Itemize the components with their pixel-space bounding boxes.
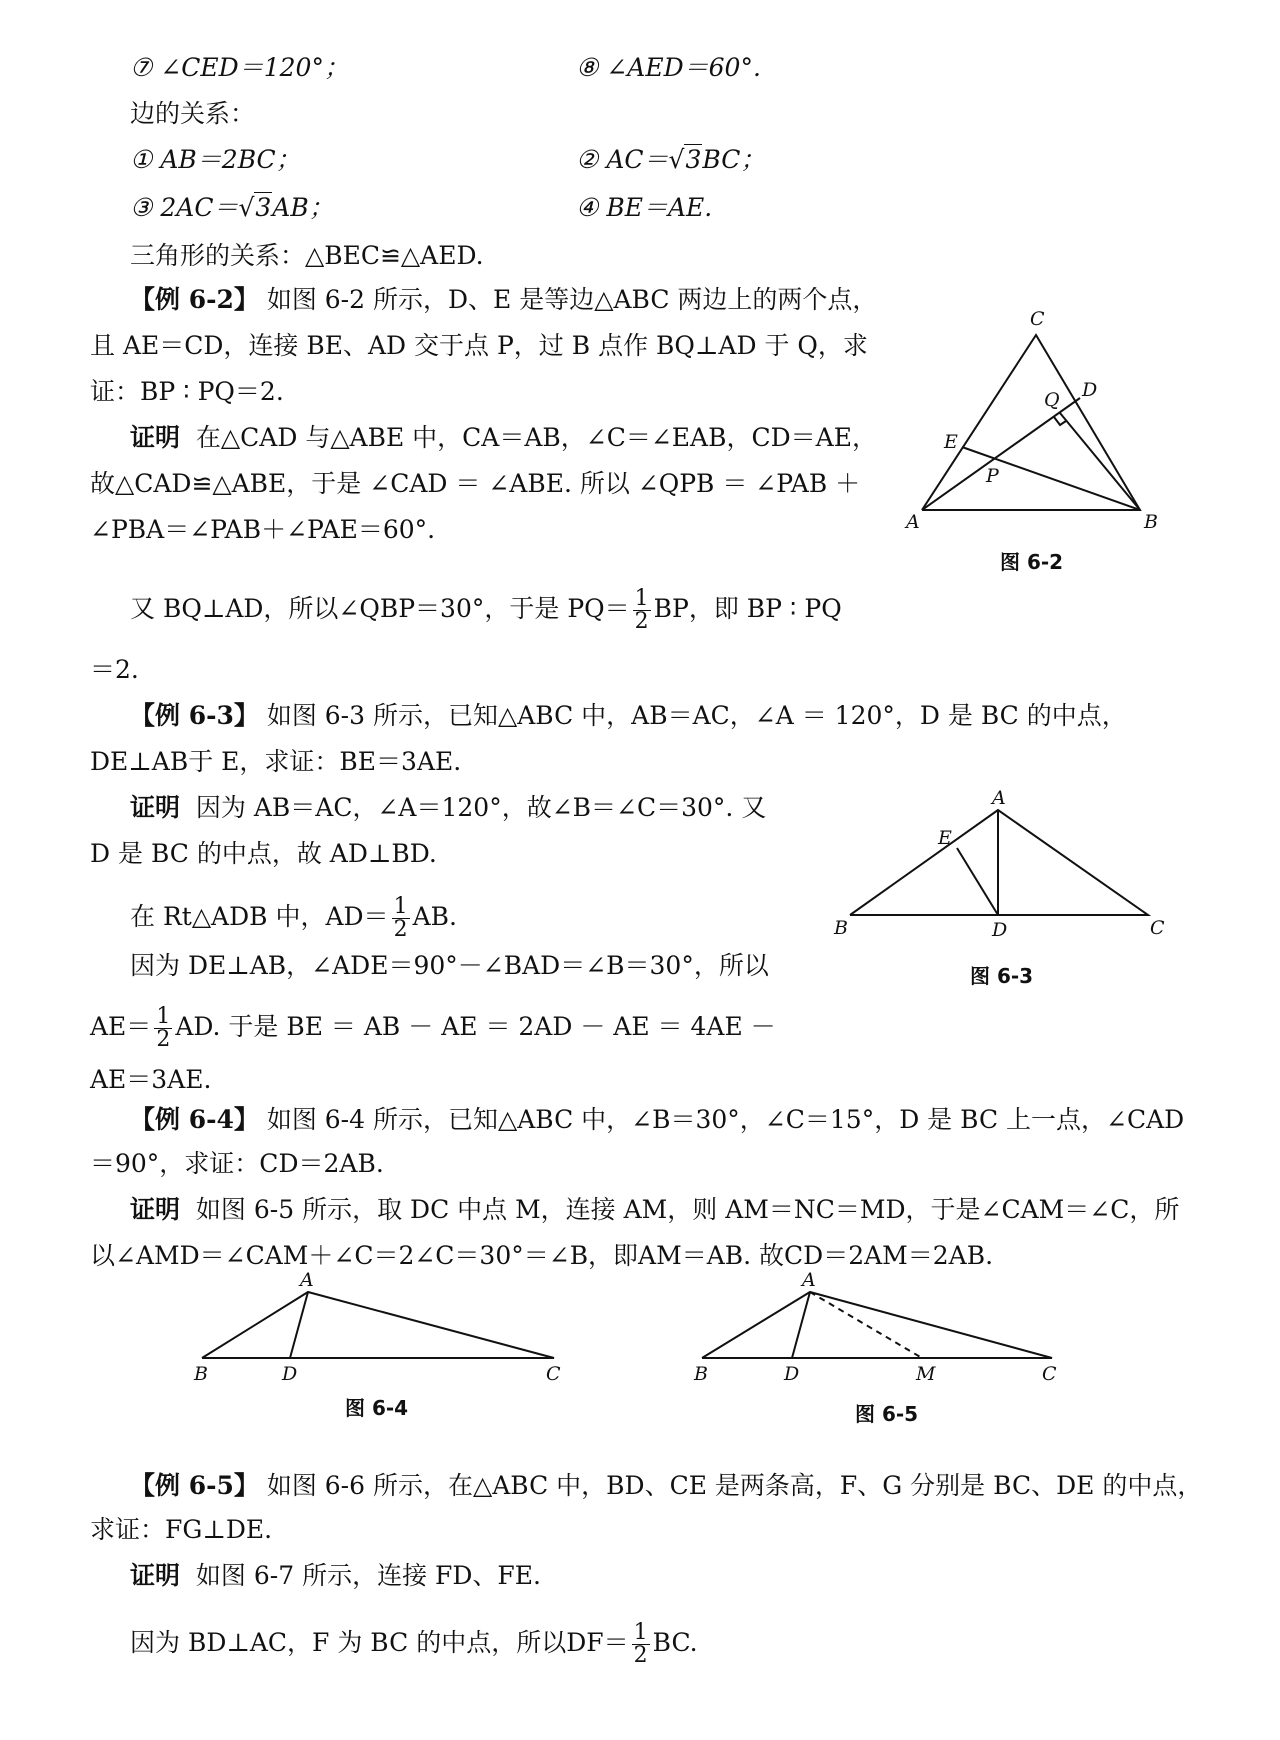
example-6-4-line1 <box>130 1104 1184 1136</box>
figure-caption: 图 6-2 <box>1000 550 1064 574</box>
label-d: D <box>784 1363 800 1385</box>
example-tag: 【例 6-2】 <box>130 285 259 314</box>
fraction <box>392 896 410 941</box>
proof-text: 又 BQ⊥AD，所以∠QBP＝30°，于是 PQ＝ <box>130 594 630 623</box>
side-item-3: ③ 2AC＝√3AB； <box>130 193 334 222</box>
side-item-4: ④ BE＝AE. <box>576 193 713 222</box>
example-tag: 【例 6-5】 <box>130 1471 259 1500</box>
triangle-relation: 三角形的关系：△BEC≌△AED. <box>130 241 484 270</box>
fraction-denominator: 2 <box>393 917 408 942</box>
label-m: M <box>916 1363 936 1385</box>
proof-label: 证明 <box>130 793 181 822</box>
segment-de <box>957 848 998 915</box>
triangle-abc <box>922 335 1140 510</box>
label-a: A <box>992 787 1006 809</box>
proof-6-2-line4 <box>130 588 842 633</box>
proof-6-5-line1 <box>130 1560 541 1592</box>
proof-text: AE＝ <box>90 1012 152 1041</box>
figure-6-4 <box>190 1270 570 1390</box>
example-tag: 【例 6-3】 <box>130 701 259 730</box>
fraction-numerator: 1 <box>634 586 649 611</box>
figure-caption: 图 6-5 <box>855 1402 919 1426</box>
proof-6-2-line3: ∠PBA＝∠PAB＋∠PAE＝60°. <box>90 515 436 544</box>
fraction <box>632 1622 650 1667</box>
side-item-2-rhs: BC； <box>702 145 766 174</box>
label-e: E <box>938 827 952 849</box>
proof-label: 证明 <box>130 1195 181 1224</box>
example-6-5-line1 <box>130 1470 1202 1502</box>
fraction-numerator: 1 <box>393 894 408 919</box>
label-b: B <box>834 917 848 939</box>
side-item-2: ② AC＝√3BC； <box>576 145 766 174</box>
fraction-numerator: 1 <box>633 1620 648 1645</box>
figure-caption: 图 6-4 <box>345 1396 409 1420</box>
label-c: C <box>1030 308 1045 330</box>
proof-6-5-line2 <box>130 1622 698 1667</box>
proof-text: 如图 6-7 所示，连接 FD、FE. <box>195 1561 541 1590</box>
angle-item-7: ⑦ ∠CED＝120°； <box>130 53 349 82</box>
example-text: 如图 6-2 所示，D、E 是等边△ABC 两边上的两个点， <box>266 285 878 314</box>
proof-label: 证明 <box>130 423 181 452</box>
example-6-3-line1 <box>130 700 1127 732</box>
example-tag: 【例 6-4】 <box>130 1105 259 1134</box>
label-d: D <box>1082 379 1098 401</box>
label-b: B <box>1144 511 1158 533</box>
proof-6-4-line1 <box>130 1194 1179 1226</box>
label-d: D <box>282 1363 298 1385</box>
proof-6-2-line5: ＝2. <box>90 655 139 684</box>
side-item-3-lhs: ③ 2AC＝ <box>130 193 239 222</box>
proof-text: BP，即 BP ∶ PQ <box>653 594 842 623</box>
fraction <box>633 588 651 633</box>
example-6-3-line2: DE⊥AB于 E，求证：BE＝3AE. <box>90 747 462 776</box>
proof-6-3-line1 <box>130 792 766 824</box>
segment-ad <box>922 398 1080 510</box>
proof-text: BC. <box>652 1628 698 1657</box>
proof-6-3-line6: AE＝3AE. <box>90 1065 212 1094</box>
proof-text: AB. <box>412 902 457 931</box>
label-p: P <box>986 465 999 487</box>
proof-6-4-line2: 以∠AMD＝∠CAM＋∠C＝2∠C＝30°＝∠B，即AM＝AB. 故CD＝2AM＝2AB. <box>90 1241 994 1270</box>
segment-am-dashed <box>810 1292 922 1358</box>
sqrt-radicand: 3 <box>685 145 702 174</box>
label-c: C <box>1042 1363 1057 1385</box>
fraction-denominator: 2 <box>634 609 649 634</box>
triangle-abc <box>202 1292 554 1358</box>
fraction-numerator: 1 <box>156 1004 171 1029</box>
example-6-2-line1 <box>130 284 877 316</box>
fraction-denominator: 2 <box>156 1027 171 1052</box>
fraction-denominator: 2 <box>633 1643 648 1668</box>
label-a: A <box>802 1269 816 1291</box>
example-6-4-line2: ＝90°，求证：CD＝2AB. <box>90 1149 384 1178</box>
proof-text: AD. 于是 BE ＝ AB － AE ＝ 2AD － AE ＝ 4AE － <box>175 1012 776 1041</box>
triangle-abc <box>702 1292 1052 1358</box>
side-item-2-lhs: ② AC＝ <box>576 145 669 174</box>
figure-caption: 图 6-3 <box>970 964 1034 988</box>
proof-text: 因为 BD⊥AC，F 为 BC 的中点，所以DF＝ <box>130 1628 629 1657</box>
figure-6-2 <box>900 308 1170 533</box>
sides-heading: 边的关系： <box>130 99 256 128</box>
example-6-2-line3: 证：BP ∶ PQ＝2. <box>90 377 284 406</box>
figure-6-3 <box>830 787 1165 941</box>
side-item-3-rhs: AB； <box>272 193 334 222</box>
side-item-1: ① AB＝2BC； <box>130 145 301 174</box>
label-e: E <box>944 431 958 453</box>
proof-6-2-line1 <box>130 422 877 454</box>
proof-6-3-line2: D 是 BC 的中点，故 AD⊥BD. <box>90 839 437 868</box>
example-text: 如图 6-4 所示，已知△ABC 中，∠B＝30°，∠C＝15°，D 是 BC 上一点，∠CAD <box>266 1105 1185 1134</box>
label-a: A <box>906 511 920 533</box>
proof-text: 在 Rt△ADB 中，AD＝ <box>130 902 389 931</box>
proof-label: 证明 <box>130 1561 181 1590</box>
proof-6-3-line3 <box>130 896 457 941</box>
label-c: C <box>1150 917 1165 939</box>
proof-6-3-line5 <box>90 1006 776 1051</box>
example-text: 如图 6-3 所示，已知△ABC 中，AB＝AC，∠A ＝ 120°，D 是 BC 的中点， <box>266 701 1127 730</box>
proof-text: 如图 6-5 所示，取 DC 中点 M，连接 AM，则 AM＝NC＝MD，于是∠CAM＝∠C，所 <box>195 1195 1180 1224</box>
label-b: B <box>194 1363 208 1385</box>
example-6-5-line2: 求证：FG⊥DE. <box>90 1515 273 1544</box>
proof-text: 因为 AB＝AC，∠A＝120°，故∠B＝∠C＝30°. 又 <box>195 793 767 822</box>
label-d: D <box>992 919 1008 941</box>
label-a: A <box>300 1269 314 1291</box>
angle-item-8: ⑧ ∠AED＝60°. <box>576 53 761 82</box>
example-text: 如图 6-6 所示，在△ABC 中，BD、CE 是两条高，F、G 分别是 BC、DE 的中点， <box>266 1471 1203 1500</box>
proof-6-2-line2: 故△CAD≌△ABE，于是 ∠CAD ＝ ∠ABE. 所以 ∠QPB ＝ ∠PAB ＋ <box>90 469 861 498</box>
example-6-2-line2: 且 AE＝CD，连接 BE、AD 交于点 P，过 B 点作 BQ⊥AD 于 Q，求 <box>90 331 868 360</box>
fraction <box>154 1006 172 1051</box>
label-q: Q <box>1044 389 1060 411</box>
label-c: C <box>546 1363 561 1385</box>
proof-6-3-line4: 因为 DE⊥AB，∠ADE＝90°－∠BAD＝∠B＝30°，所以 <box>130 951 769 980</box>
proof-text: 在△CAD 与△ABE 中，CA＝AB，∠C＝∠EAB，CD＝AE， <box>195 423 877 452</box>
sqrt-radicand: 3 <box>255 193 272 222</box>
label-b: B <box>694 1363 708 1385</box>
figure-6-5 <box>690 1270 1070 1390</box>
